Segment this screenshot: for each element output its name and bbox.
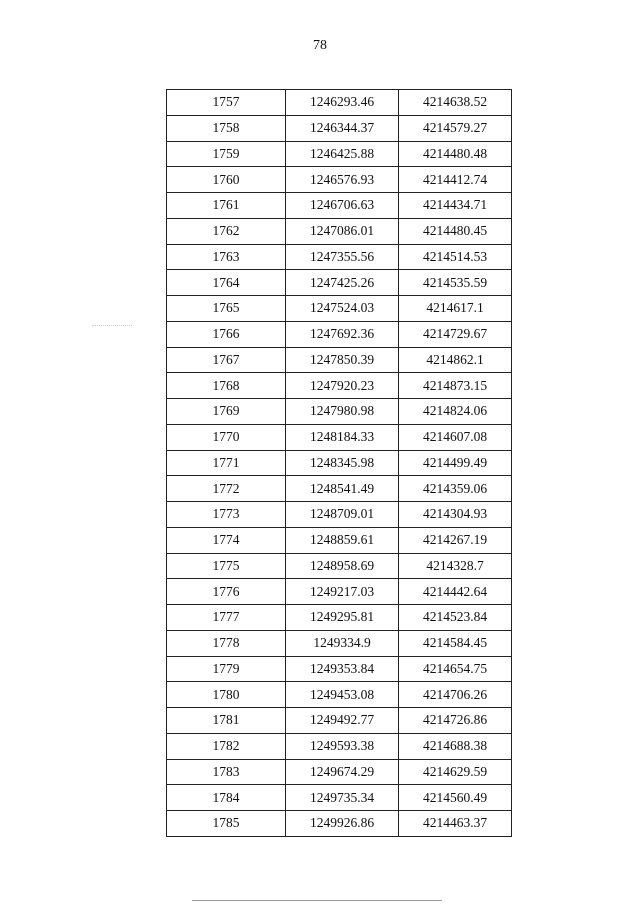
margin-scan-mark xyxy=(92,325,132,326)
y-coordinate-cell: 4214328.7 xyxy=(399,553,512,579)
point-number-cell: 1761 xyxy=(167,193,286,219)
x-coordinate-cell: 1247850.39 xyxy=(286,347,399,373)
coordinates-table xyxy=(166,89,512,837)
table-row xyxy=(167,682,512,708)
table-row xyxy=(167,605,512,631)
x-coordinate-cell: 1247980.98 xyxy=(286,399,399,425)
y-coordinate-cell: 4214359.06 xyxy=(399,476,512,502)
table-row xyxy=(167,785,512,811)
x-coordinate-cell: 1249353.84 xyxy=(286,656,399,682)
y-coordinate-cell: 4214638.52 xyxy=(399,90,512,116)
x-coordinate-cell: 1246344.37 xyxy=(286,115,399,141)
y-coordinate-cell: 4214267.19 xyxy=(399,527,512,553)
page-number: 78 xyxy=(313,38,327,53)
table-row xyxy=(167,218,512,244)
y-coordinate-cell: 4214726.86 xyxy=(399,708,512,734)
point-number-cell: 1775 xyxy=(167,553,286,579)
x-coordinate-cell: 1247086.01 xyxy=(286,218,399,244)
point-number-cell: 1763 xyxy=(167,244,286,270)
point-number-cell: 1769 xyxy=(167,399,286,425)
point-number-cell: 1768 xyxy=(167,373,286,399)
x-coordinate-cell: 1249492.77 xyxy=(286,708,399,734)
y-coordinate-cell: 4214654.75 xyxy=(399,656,512,682)
x-coordinate-cell: 1249453.08 xyxy=(286,682,399,708)
y-coordinate-cell: 4214463.37 xyxy=(399,811,512,837)
point-number-cell: 1770 xyxy=(167,424,286,450)
table-row xyxy=(167,270,512,296)
y-coordinate-cell: 4214584.45 xyxy=(399,630,512,656)
point-number-cell: 1777 xyxy=(167,605,286,631)
table-row xyxy=(167,167,512,193)
point-number-cell: 1758 xyxy=(167,115,286,141)
point-number-cell: 1760 xyxy=(167,167,286,193)
x-coordinate-cell: 1248859.61 xyxy=(286,527,399,553)
point-number-cell: 1766 xyxy=(167,321,286,347)
x-coordinate-cell: 1247524.03 xyxy=(286,296,399,322)
x-coordinate-cell: 1247355.56 xyxy=(286,244,399,270)
point-number-cell: 1779 xyxy=(167,656,286,682)
y-coordinate-cell: 4214304.93 xyxy=(399,502,512,528)
table-row xyxy=(167,708,512,734)
y-coordinate-cell: 4214706.26 xyxy=(399,682,512,708)
table-row xyxy=(167,141,512,167)
x-coordinate-cell: 1248345.98 xyxy=(286,450,399,476)
table-row xyxy=(167,811,512,837)
x-coordinate-cell: 1246425.88 xyxy=(286,141,399,167)
point-number-cell: 1783 xyxy=(167,759,286,785)
point-number-cell: 1762 xyxy=(167,218,286,244)
table-row xyxy=(167,193,512,219)
point-number-cell: 1757 xyxy=(167,90,286,116)
y-coordinate-cell: 4214617.1 xyxy=(399,296,512,322)
table-row xyxy=(167,244,512,270)
bottom-scan-line xyxy=(192,900,442,901)
y-coordinate-cell: 4214579.27 xyxy=(399,115,512,141)
table-row xyxy=(167,579,512,605)
table-row xyxy=(167,373,512,399)
table-row xyxy=(167,502,512,528)
x-coordinate-cell: 1249674.29 xyxy=(286,759,399,785)
table-row xyxy=(167,115,512,141)
table-row xyxy=(167,399,512,425)
y-coordinate-cell: 4214729.67 xyxy=(399,321,512,347)
point-number-cell: 1765 xyxy=(167,296,286,322)
x-coordinate-cell: 1249334.9 xyxy=(286,630,399,656)
y-coordinate-cell: 4214824.06 xyxy=(399,399,512,425)
table-row xyxy=(167,424,512,450)
x-coordinate-cell: 1249926.86 xyxy=(286,811,399,837)
table-row xyxy=(167,347,512,373)
x-coordinate-cell: 1249593.38 xyxy=(286,733,399,759)
x-coordinate-cell: 1247920.23 xyxy=(286,373,399,399)
point-number-cell: 1767 xyxy=(167,347,286,373)
point-number-cell: 1773 xyxy=(167,502,286,528)
x-coordinate-cell: 1248958.69 xyxy=(286,553,399,579)
x-coordinate-cell: 1246576.93 xyxy=(286,167,399,193)
point-number-cell: 1776 xyxy=(167,579,286,605)
x-coordinate-cell: 1246706.63 xyxy=(286,193,399,219)
point-number-cell: 1785 xyxy=(167,811,286,837)
point-number-cell: 1782 xyxy=(167,733,286,759)
table-row xyxy=(167,527,512,553)
table-row xyxy=(167,656,512,682)
y-coordinate-cell: 4214535.59 xyxy=(399,270,512,296)
table-row xyxy=(167,476,512,502)
point-number-cell: 1784 xyxy=(167,785,286,811)
y-coordinate-cell: 4214862.1 xyxy=(399,347,512,373)
table-row xyxy=(167,553,512,579)
x-coordinate-cell: 1246293.46 xyxy=(286,90,399,116)
y-coordinate-cell: 4214514.53 xyxy=(399,244,512,270)
y-coordinate-cell: 4214412.74 xyxy=(399,167,512,193)
y-coordinate-cell: 4214607.08 xyxy=(399,424,512,450)
y-coordinate-cell: 4214873.15 xyxy=(399,373,512,399)
y-coordinate-cell: 4214499.49 xyxy=(399,450,512,476)
x-coordinate-cell: 1247692.36 xyxy=(286,321,399,347)
y-coordinate-cell: 4214480.45 xyxy=(399,218,512,244)
y-coordinate-cell: 4214523.84 xyxy=(399,605,512,631)
point-number-cell: 1781 xyxy=(167,708,286,734)
x-coordinate-cell: 1249295.81 xyxy=(286,605,399,631)
y-coordinate-cell: 4214560.49 xyxy=(399,785,512,811)
x-coordinate-cell: 1249735.34 xyxy=(286,785,399,811)
x-coordinate-cell: 1248184.33 xyxy=(286,424,399,450)
x-coordinate-cell: 1248541.49 xyxy=(286,476,399,502)
y-coordinate-cell: 4214434.71 xyxy=(399,193,512,219)
x-coordinate-cell: 1247425.26 xyxy=(286,270,399,296)
table-row xyxy=(167,733,512,759)
x-coordinate-cell: 1248709.01 xyxy=(286,502,399,528)
x-coordinate-cell: 1249217.03 xyxy=(286,579,399,605)
point-number-cell: 1778 xyxy=(167,630,286,656)
point-number-cell: 1759 xyxy=(167,141,286,167)
table-row xyxy=(167,450,512,476)
coordinates-table-body xyxy=(167,90,512,837)
point-number-cell: 1772 xyxy=(167,476,286,502)
y-coordinate-cell: 4214629.59 xyxy=(399,759,512,785)
point-number-cell: 1780 xyxy=(167,682,286,708)
point-number-cell: 1771 xyxy=(167,450,286,476)
y-coordinate-cell: 4214480.48 xyxy=(399,141,512,167)
table-row xyxy=(167,296,512,322)
y-coordinate-cell: 4214442.64 xyxy=(399,579,512,605)
point-number-cell: 1774 xyxy=(167,527,286,553)
table-row xyxy=(167,90,512,116)
table-row xyxy=(167,630,512,656)
table-row xyxy=(167,321,512,347)
table-row xyxy=(167,759,512,785)
point-number-cell: 1764 xyxy=(167,270,286,296)
y-coordinate-cell: 4214688.38 xyxy=(399,733,512,759)
